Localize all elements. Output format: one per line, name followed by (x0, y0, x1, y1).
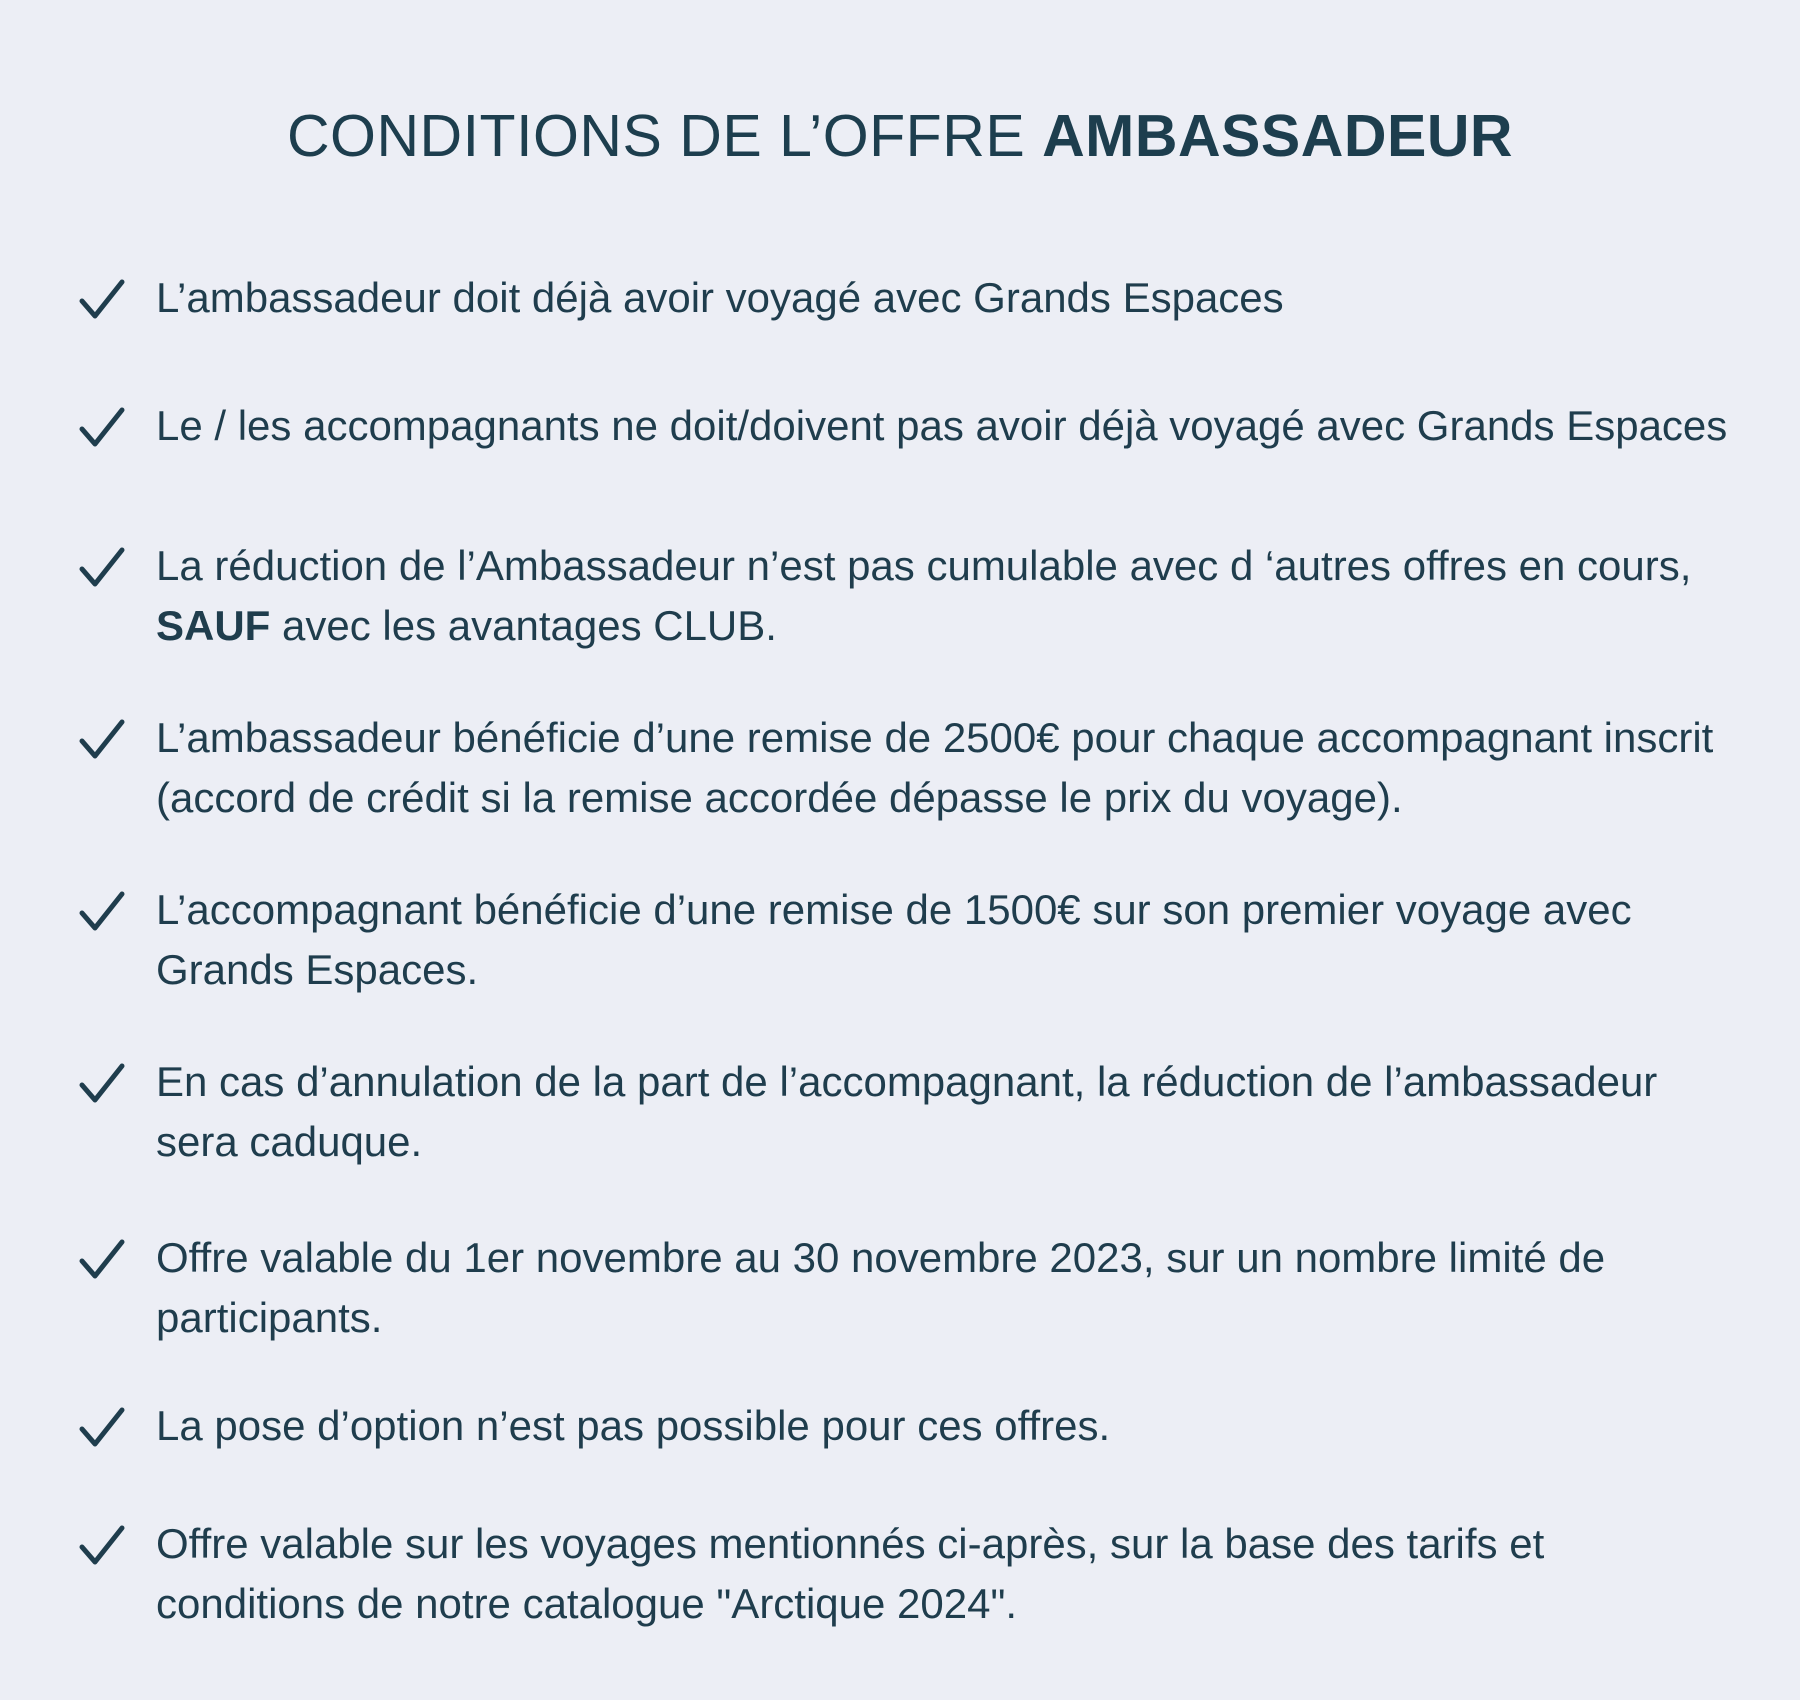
page-title-regular: CONDITIONS DE L’OFFRE (286, 103, 1043, 169)
check-icon (78, 1404, 126, 1452)
page-title (0, 100, 1800, 172)
condition-text: Offre valable sur les voyages mentionnés ci-après, sur la base des tarifs et conditions de notre catalogue "Arctique 2024". (156, 1520, 1545, 1627)
condition-text: Le / les accompagnants ne doit/doivent pas avoir déjà voyagé avec Grands Espaces (156, 402, 1728, 449)
condition-text: L’ambassadeur doit déjà avoir voyagé avec Grands Espaces (156, 274, 1284, 321)
check-icon (78, 888, 126, 936)
condition-text-after: avec les avantages CLUB. (270, 602, 777, 649)
check-icon (78, 1522, 126, 1570)
check-icon (78, 716, 126, 764)
condition-text (156, 536, 1736, 656)
check-icon (78, 276, 126, 324)
check-icon (78, 544, 126, 592)
condition-text: L’accompagnant bénéficie d’une remise de 1500€ sur son premier voyage avec Grands Espaces. (156, 886, 1632, 993)
page-title-bold: AMBASSADEUR (1042, 103, 1514, 169)
condition-text: La pose d’option n’est pas possible pour ces offres. (156, 1402, 1111, 1449)
check-icon (78, 1060, 126, 1108)
check-icon (78, 1236, 126, 1284)
condition-text-before: La réduction de l’Ambassadeur n’est pas cumulable avec d ‘autres offres en cours, (156, 542, 1692, 589)
check-icon (78, 404, 126, 452)
condition-text-emphasis: SAUF (156, 602, 271, 649)
condition-text: L’ambassadeur bénéficie d’une remise de 2500€ pour chaque accompagnant inscrit (accord de crédit si la remise accordée dépasse le prix du voyage). (156, 714, 1714, 821)
condition-text: En cas d’annulation de la part de l’accompagnant, la réduction de l’ambassadeur sera caduque. (156, 1058, 1658, 1165)
condition-text: Offre valable du 1er novembre au 30 novembre 2023, sur un nombre limité de participants. (156, 1234, 1606, 1341)
